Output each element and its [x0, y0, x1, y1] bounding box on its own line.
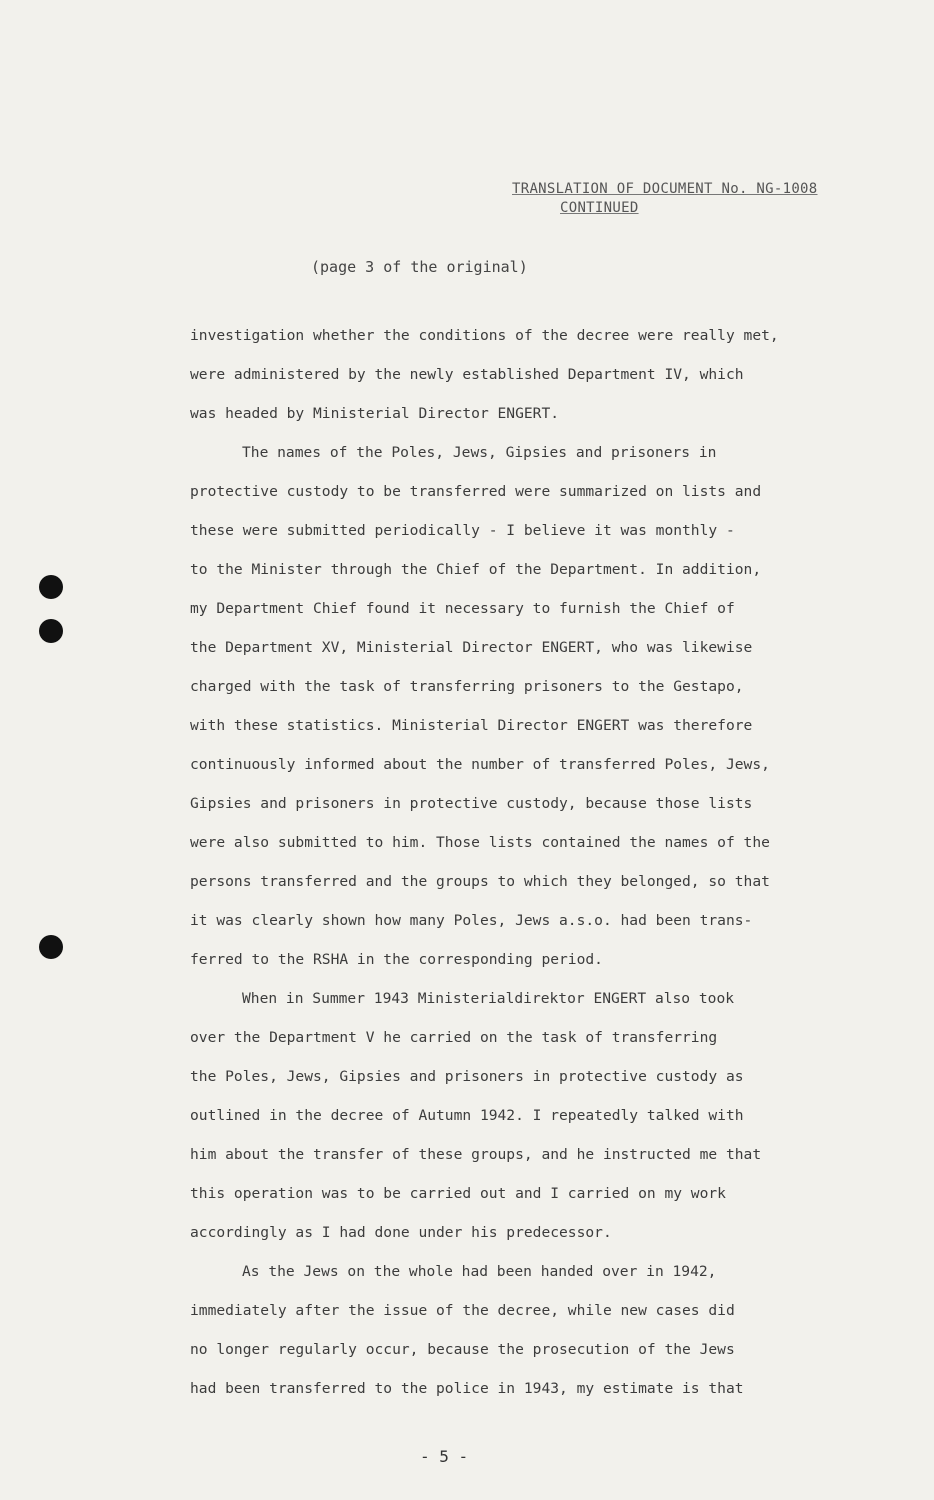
text-line: immediately after the issue of the decree, while new cases did: [190, 1302, 735, 1319]
text-line: my Department Chief found it necessary to furnish the Chief of: [190, 600, 735, 617]
text-line: had been transferred to the police in 1943, my estimate is that: [190, 1380, 744, 1397]
text-line: were also submitted to him. Those lists contained the names of the: [190, 834, 770, 851]
text-line: protective custody to be transferred were summarized on lists and: [190, 483, 762, 500]
text-line: persons transferred and the groups to which they belonged, so that: [190, 873, 770, 890]
text-line: it was clearly shown how many Poles, Jews a.s.o. had been trans-: [190, 912, 753, 929]
text-line: over the Department V he carried on the task of transferring: [190, 1029, 718, 1046]
text-line: The names of the Poles, Jews, Gipsies and prisoners in: [242, 444, 717, 461]
text-line: no longer regularly occur, because the prosecution of the Jews: [190, 1341, 735, 1358]
text-line: When in Summer 1943 Ministerialdirektor ENGERT also took: [242, 990, 735, 1007]
text-line: continuously informed about the number of transferred Poles, Jews,: [190, 756, 770, 773]
text-line: accordingly as I had done under his predecessor.: [190, 1224, 612, 1241]
punch-hole: [39, 935, 63, 959]
header-continued: CONTINUED: [560, 200, 639, 216]
body-text: [190, 316, 840, 1408]
punch-hole: [39, 619, 63, 643]
text-line: the Poles, Jews, Gipsies and prisoners in protective custody as: [190, 1068, 744, 1085]
text-line: these were submitted periodically - I believe it was monthly -: [190, 522, 735, 539]
text-line: Gipsies and prisoners in protective custody, because those lists: [190, 795, 753, 812]
text-line: charged with the task of transferring prisoners to the Gestapo,: [190, 678, 744, 695]
text-line: him about the transfer of these groups, and he instructed me that: [190, 1146, 762, 1163]
text-line: with these statistics. Ministerial Director ENGERT was therefore: [190, 717, 753, 734]
text-line: was headed by Ministerial Director ENGERT.: [190, 405, 560, 422]
original-page-reference: (page 3 of the original): [311, 258, 528, 276]
text-line: were administered by the newly established Department IV, which: [190, 366, 744, 383]
text-line: ferred to the RSHA in the corresponding period.: [190, 951, 603, 968]
page-number: - 5 -: [420, 1447, 469, 1466]
header-title: TRANSLATION OF DOCUMENT No. NG-1008: [512, 181, 818, 197]
punch-hole: [39, 575, 63, 599]
text-line: investigation whether the conditions of the decree were really met,: [190, 327, 779, 344]
text-line: this operation was to be carried out and I carried on my work: [190, 1185, 726, 1202]
text-line: to the Minister through the Chief of the Department. In addition,: [190, 561, 762, 578]
text-line: the Department XV, Ministerial Director ENGERT, who was likewise: [190, 639, 753, 656]
text-line: outlined in the decree of Autumn 1942. I repeatedly talked with: [190, 1107, 744, 1124]
text-line: As the Jews on the whole had been handed over in 1942,: [242, 1263, 717, 1280]
document-header: [512, 181, 852, 216]
